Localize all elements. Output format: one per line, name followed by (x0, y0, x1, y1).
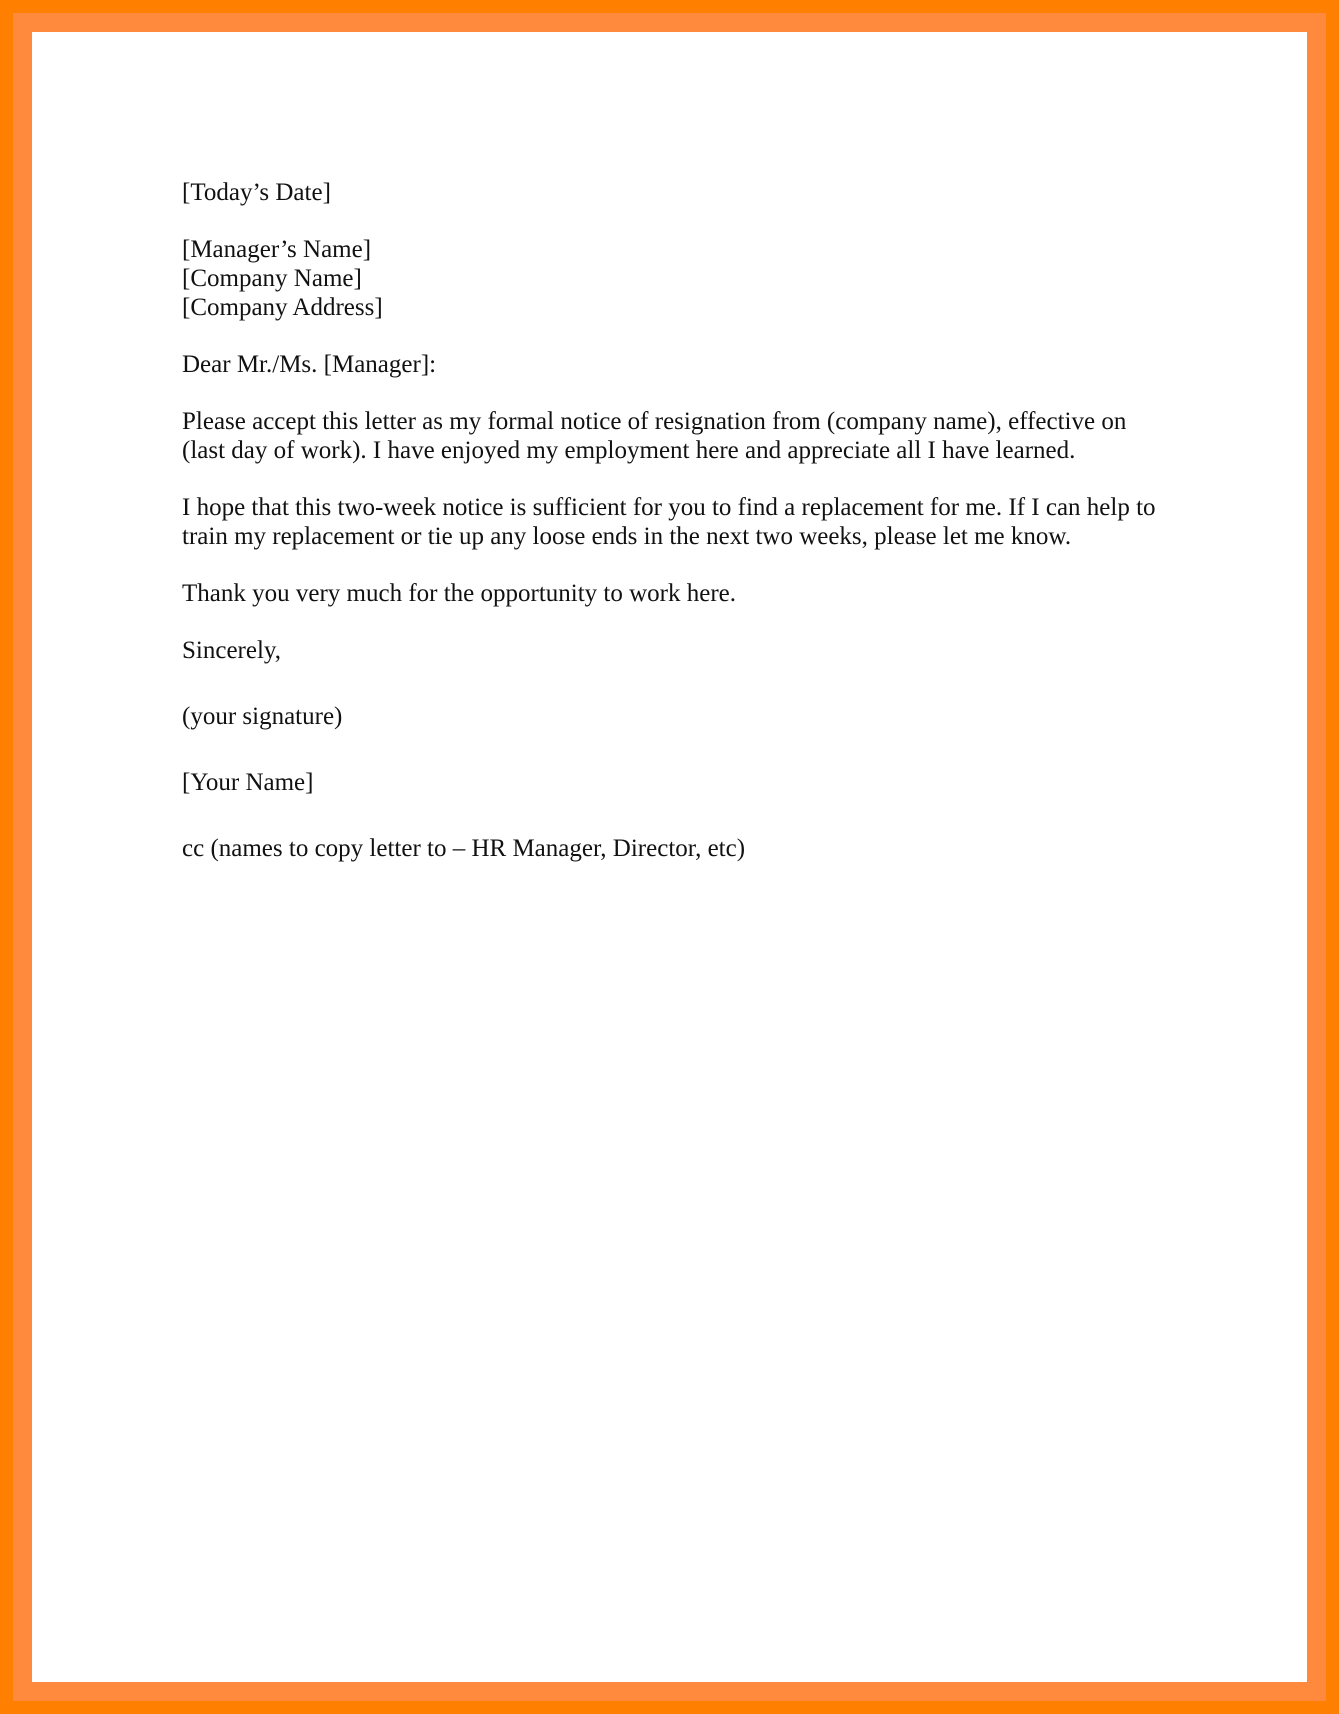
paragraph-1 (182, 407, 1192, 465)
signature-placeholder: (your signature) (182, 703, 343, 730)
company-address: [Company Address] (182, 294, 383, 321)
manager-name: [Manager’s Name] (182, 236, 372, 263)
date-placeholder: [Today’s Date] (182, 179, 331, 206)
paragraph-2-line-2: train my replacement or tie up any loose ends in the next two weeks, please let me know. (182, 523, 1072, 550)
cc-line: cc (names to copy letter to – HR Manager, Director, etc) (182, 835, 746, 862)
resignation-letter (182, 178, 1192, 863)
paragraph-2-line-1: I hope that this two-week notice is sufficient for you to find a replacement for me. If I can help to (182, 494, 1156, 521)
salutation: Dear Mr./Ms. [Manager]: (182, 351, 437, 378)
paragraph-3: Thank you very much for the opportunity to work here. (182, 580, 737, 607)
paragraph-1-line-2: (last day of work). I have enjoyed my employment here and appreciate all I have learned. (182, 437, 1076, 464)
your-name: [Your Name] (182, 769, 314, 796)
company-name: [Company Name] (182, 265, 362, 292)
recipient-block (182, 235, 1192, 322)
letter-page (32, 32, 1307, 1682)
paragraph-2 (182, 493, 1192, 551)
closing: Sincerely, (182, 637, 282, 664)
paragraph-1-line-1: Please accept this letter as my formal notice of resignation from (company name), effective on (182, 408, 1127, 435)
